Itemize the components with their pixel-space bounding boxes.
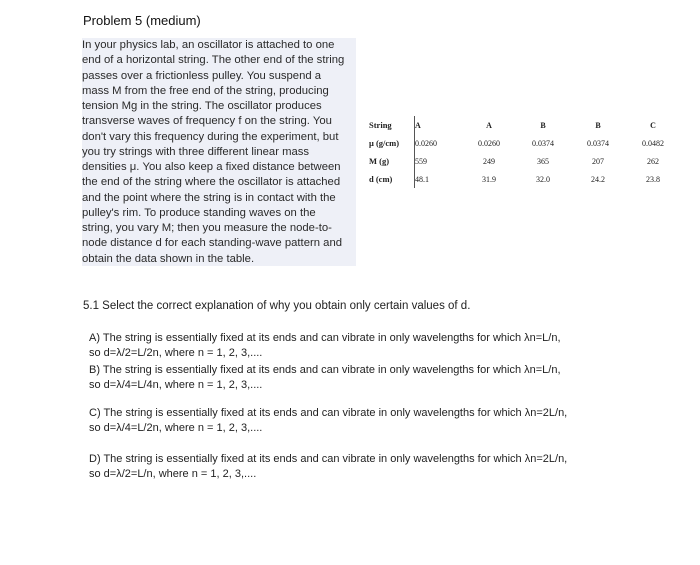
table-cell: 31.9 — [482, 174, 496, 184]
table-header-cell: String — [369, 120, 392, 130]
table-header-cell: C — [650, 120, 656, 130]
table-header-cell: B — [540, 120, 546, 130]
problem-line: and the point where the string is in contact with the — [82, 191, 336, 204]
table-cell: 24.2 — [591, 174, 605, 184]
table-cell: 365 — [537, 156, 549, 166]
problem-line: mass M from the free end of the string, producing — [82, 84, 329, 97]
option-line: so d=λ/4=L/4n, where n = 1, 2, 3,.... — [89, 378, 263, 391]
table-header-cell: A — [415, 116, 466, 134]
table-cell: 0.0260 — [478, 138, 500, 148]
problem-title: Problem 5 (medium) — [83, 13, 201, 28]
data-table — [369, 116, 683, 188]
table-header-cell: B — [595, 120, 601, 130]
question-prompt: 5.1 Select the correct explanation of why you obtain only certain values of d. — [83, 300, 471, 312]
problem-line: node distance d for each standing-wave pattern and — [82, 237, 343, 250]
problem-line: densities μ. You also keep a fixed distance between — [82, 161, 341, 173]
table-cell: 559 — [415, 152, 466, 170]
table-row — [369, 170, 683, 188]
answer-option-b[interactable] — [89, 363, 679, 392]
table-row-label: d (cm) — [369, 174, 393, 184]
table-row — [369, 152, 683, 170]
table-cell: 48.1 — [415, 170, 466, 188]
problem-line: don't vary this frequency during the experiment, but — [82, 130, 339, 143]
table-cell: 0.0374 — [587, 138, 609, 148]
table-cell: 262 — [647, 156, 659, 166]
table-row-label: M (g) — [369, 156, 390, 166]
problem-line: transverse waves of frequency f on the string. You — [82, 115, 332, 128]
table-cell: 23.8 — [646, 174, 660, 184]
problem-line: obtain the data shown in the table. — [82, 252, 255, 265]
problem-statement — [82, 38, 356, 266]
table-row — [369, 134, 683, 152]
option-line: B) The string is essentially fixed at its ends and can vibrate in only wavelengths for which λn=L/n, — [89, 364, 561, 376]
option-line: so d=λ/2=L/n, where n = 1, 2, 3,.... — [89, 467, 257, 480]
table-cell: 0.0260 — [415, 134, 466, 152]
problem-line: end of a horizontal string. The other end of the string — [82, 54, 345, 67]
table-cell: 249 — [483, 156, 495, 166]
problem-line: you try strings with three different linear mass — [82, 145, 310, 158]
answer-option-d[interactable] — [89, 452, 679, 481]
problem-line: passes over a frictionless pulley. You suspend a — [82, 69, 322, 82]
option-line: so d=λ/4=L/2n, where n = 1, 2, 3,.... — [89, 421, 263, 434]
table-header-row — [369, 116, 683, 134]
answer-option-c[interactable] — [89, 406, 679, 435]
problem-line: pulley's rim. To produce standing waves on the — [82, 206, 316, 219]
option-line: so d=λ/2=L/2n, where n = 1, 2, 3,.... — [89, 346, 263, 359]
problem-line: tension Mg in the string. The oscillator produces — [82, 100, 322, 112]
table-cell: 32.0 — [536, 174, 550, 184]
problem-line: the end of the string where the oscillator is attached — [82, 176, 341, 189]
option-line: D) The string is essentially fixed at its ends and can vibrate in only wavelengths for which λn=2L/n, — [89, 453, 568, 465]
table-header-cell: A — [486, 120, 492, 130]
table-cell: 0.0482 — [642, 138, 664, 148]
problem-line: string, you vary M; then you measure the node-to- — [82, 222, 332, 234]
option-line: A) The string is essentially fixed at its ends and can vibrate in only wavelengths for which λn=L/n, — [89, 332, 561, 344]
table-cell: 0.0374 — [532, 138, 554, 148]
answer-option-a[interactable] — [89, 331, 679, 360]
option-line: C) The string is essentially fixed at its ends and can vibrate in only wavelengths for which λn=2L/n, — [89, 407, 568, 419]
problem-line: In your physics lab, an oscillator is attached to one — [82, 39, 335, 51]
table-cell: 207 — [592, 156, 604, 166]
table-row-label: μ (g/cm) — [369, 138, 400, 148]
